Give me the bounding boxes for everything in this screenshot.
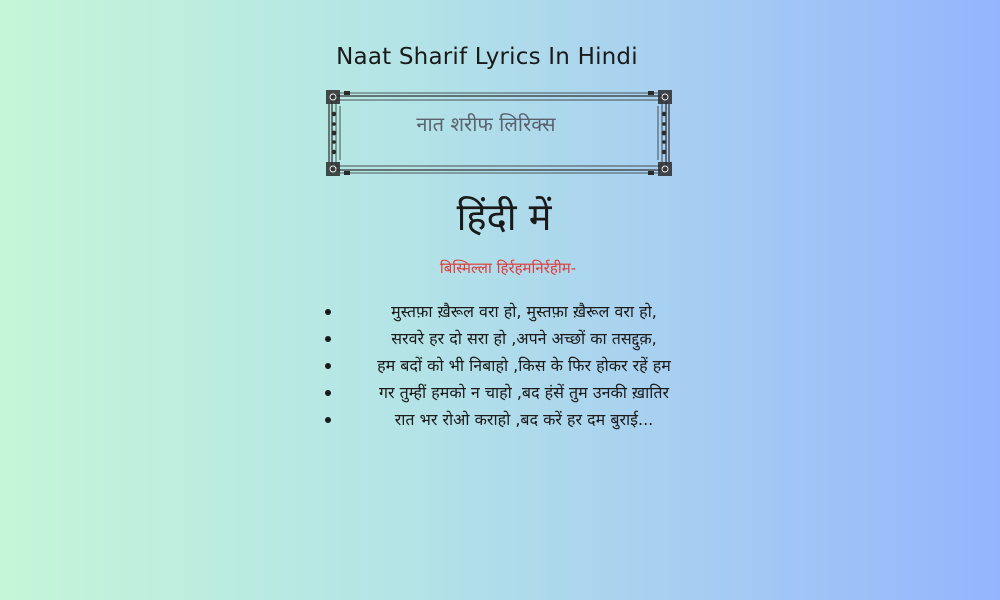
lyrics-list	[318, 298, 718, 433]
list-item	[318, 406, 718, 433]
frame-caption: नात शरीफ लिरिक्स	[416, 112, 556, 136]
bullet-icon	[325, 417, 331, 423]
list-item	[318, 379, 718, 406]
page-title: Naat Sharif Lyrics In Hindi	[336, 44, 638, 70]
bullet-icon	[325, 390, 331, 396]
bullet-icon	[325, 363, 331, 369]
list-item	[318, 325, 718, 352]
bismillah-subheading: बिस्मिल्ला हिर्रहमनिर्रहीम-	[439, 259, 577, 277]
lyric-line: मुस्तफ़ा ख़ैरूल वरा हो, मुस्तफ़ा ख़ैरूल वरा हो,	[391, 302, 657, 321]
list-item	[318, 352, 718, 379]
hindi-heading: हिंदी में	[456, 195, 552, 239]
lyric-line: सरवरे हर दो सरा हो ,अपने अच्छों का तसद्दुक़,	[391, 329, 657, 348]
bullet-icon	[325, 309, 331, 315]
list-item	[318, 298, 718, 325]
lyric-line: हम बदों को भी निबाहो ,किस के फिर होकर रहें हम	[377, 356, 671, 375]
ornamental-frame	[326, 90, 672, 176]
lyric-line: रात भर रोओ कराहो ,बद करें हर दम बुराई...	[394, 410, 654, 429]
bullet-icon	[325, 336, 331, 342]
lyric-line: गर तुम्हीं हमको न चाहो ,बद हंसें तुम उनकी ख़ातिर	[378, 383, 670, 402]
